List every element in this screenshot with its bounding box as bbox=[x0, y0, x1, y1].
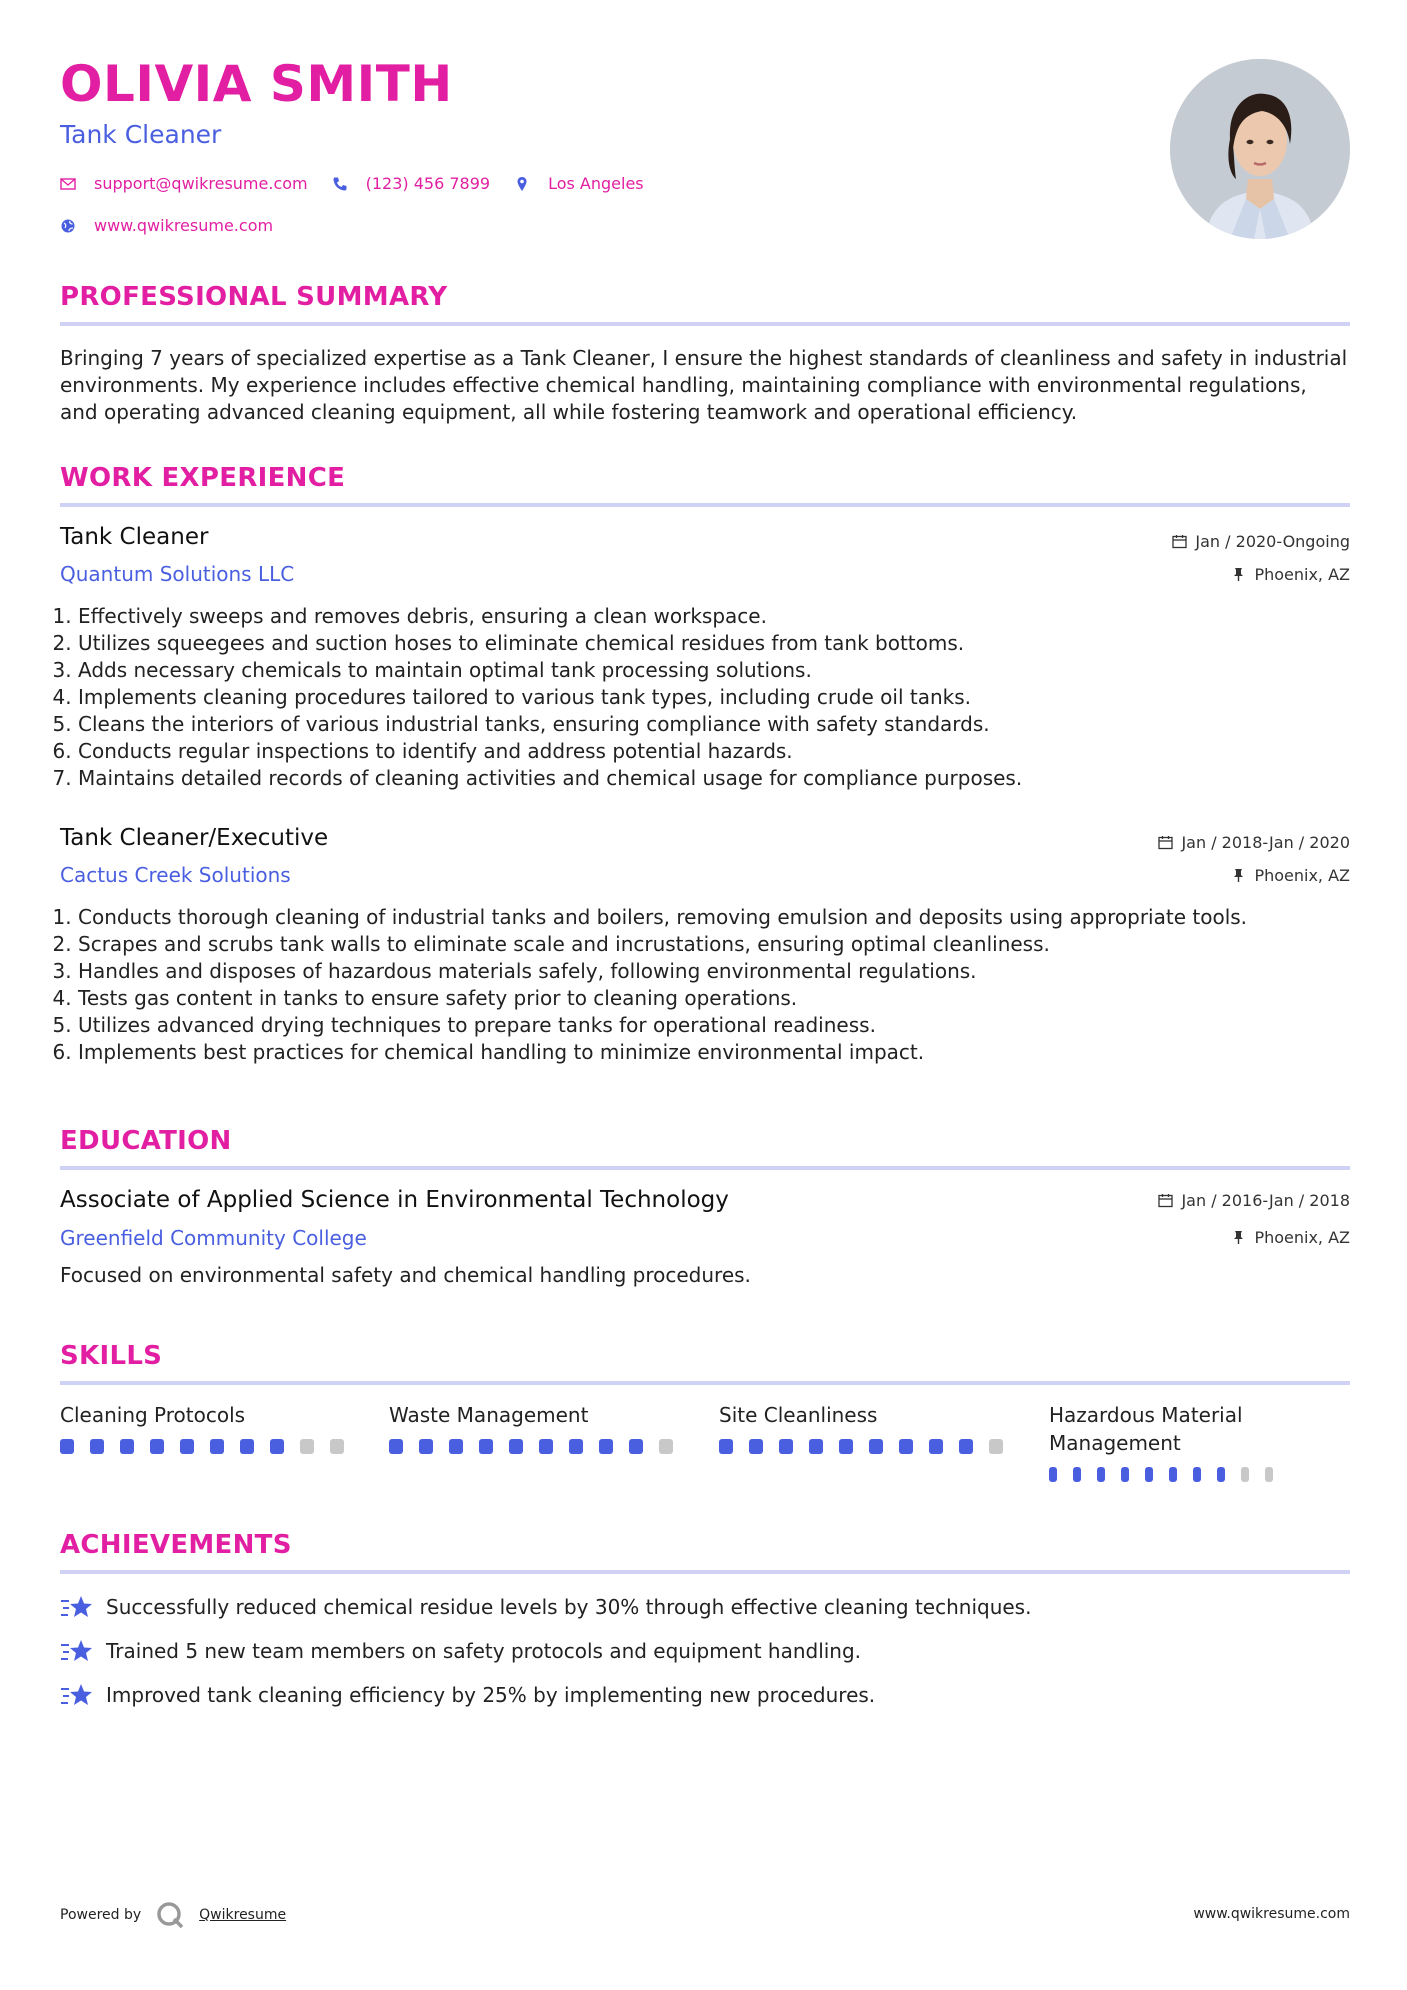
rating-dot-filled bbox=[389, 1439, 403, 1454]
rating-dot-filled bbox=[240, 1439, 254, 1454]
list-item: 4. Tests gas content in tanks to ensure safety prior to cleaning operations. bbox=[78, 985, 1368, 1012]
pushpin-icon bbox=[1231, 868, 1246, 883]
skill-name: Cleaning Protocols bbox=[60, 1403, 246, 1427]
job-1-dates bbox=[1172, 532, 1350, 551]
rating-dot-filled bbox=[180, 1439, 194, 1454]
job-1-company: Quantum Solutions LLC bbox=[60, 562, 295, 586]
skill-4 bbox=[1049, 1401, 1289, 1482]
list-item: 7. Maintains detailed records of cleaning activities and chemical usage for compliance purposes. bbox=[78, 765, 1368, 792]
calendar-icon bbox=[1172, 534, 1187, 549]
list-item: 6. Implements best practices for chemical handling to minimize environmental impact. bbox=[78, 1039, 1368, 1066]
job-2-company: Cactus Creek Solutions bbox=[60, 863, 291, 887]
brand-link[interactable]: Qwikresume bbox=[199, 1907, 287, 1923]
rating-dot-filled bbox=[719, 1439, 733, 1454]
star-icon bbox=[60, 1681, 94, 1709]
location-text: Los Angeles bbox=[548, 174, 644, 193]
rating-dot-filled bbox=[539, 1439, 553, 1454]
summary-divider bbox=[60, 322, 1350, 326]
contact-row-primary bbox=[60, 174, 668, 193]
star-icon bbox=[60, 1593, 94, 1621]
rating-dot-filled bbox=[210, 1439, 224, 1454]
job-2-dates bbox=[1158, 833, 1350, 852]
job-1-location bbox=[1231, 565, 1350, 584]
resume-page bbox=[60, 0, 1350, 1990]
rating-dot-filled bbox=[779, 1439, 793, 1454]
skill-2 bbox=[389, 1401, 689, 1454]
list-item: 1. Effectively sweeps and removes debris, ensuring a clean workspace. bbox=[78, 603, 1368, 630]
email-text: support@qwikresume.com bbox=[94, 174, 308, 193]
education-dates-text: Jan / 2016-Jan / 2018 bbox=[1181, 1191, 1350, 1210]
rating-dot-filled bbox=[569, 1439, 583, 1454]
rating-dot-filled bbox=[449, 1439, 463, 1454]
rating-dot-filled bbox=[120, 1439, 134, 1454]
education-description: Focused on environmental safety and chemical handling procedures. bbox=[60, 1263, 751, 1287]
pushpin-icon bbox=[1231, 567, 1246, 582]
job-1-location-text: Phoenix, AZ bbox=[1254, 565, 1350, 584]
skill-3 bbox=[719, 1401, 1019, 1454]
experience-divider bbox=[60, 503, 1350, 507]
star-icon bbox=[60, 1637, 94, 1665]
list-item: 2. Scrapes and scrubs tank walls to eliminate scale and incrustations, ensuring optimal cleanliness. bbox=[78, 931, 1368, 958]
rating-dot-empty bbox=[1265, 1467, 1273, 1482]
calendar-icon bbox=[1158, 835, 1173, 850]
job-2-location-text: Phoenix, AZ bbox=[1254, 866, 1350, 885]
contact-phone[interactable] bbox=[332, 174, 490, 193]
job-1-responsibilities bbox=[54, 603, 1368, 792]
rating-dot-filled bbox=[599, 1439, 613, 1454]
envelope-icon bbox=[60, 176, 76, 192]
rating-dot-filled bbox=[869, 1439, 883, 1454]
avatar-image bbox=[1170, 59, 1350, 239]
rating-dot-filled bbox=[1073, 1467, 1081, 1482]
list-item: 2. Utilizes squeegees and suction hoses to eliminate chemical residues from tank bottoms. bbox=[78, 630, 1368, 657]
skill-rating bbox=[60, 1439, 360, 1454]
candidate-name: OLIVIA SMITH bbox=[60, 55, 453, 113]
skill-name: Site Cleanliness bbox=[719, 1403, 878, 1427]
list-item: 3. Handles and disposes of hazardous materials safely, following environmental regulations. bbox=[78, 958, 1368, 985]
rating-dot-empty bbox=[330, 1439, 344, 1454]
globe-icon bbox=[60, 218, 76, 234]
skill-name: Hazardous Material Management bbox=[1049, 1403, 1243, 1455]
achievement-text: Improved tank cleaning efficiency by 25% by implementing new procedures. bbox=[106, 1683, 876, 1707]
rating-dot-filled bbox=[1169, 1467, 1177, 1482]
rating-dot-filled bbox=[839, 1439, 853, 1454]
experience-heading: WORK EXPERIENCE bbox=[60, 463, 346, 493]
map-pin-icon bbox=[514, 176, 530, 192]
achievement-item-2 bbox=[60, 1637, 861, 1665]
job-1-role: Tank Cleaner bbox=[60, 524, 209, 550]
rating-dot-filled bbox=[509, 1439, 523, 1454]
achievements-divider bbox=[60, 1570, 1350, 1574]
education-dates bbox=[1158, 1191, 1350, 1210]
rating-dot-filled bbox=[1217, 1467, 1225, 1482]
contact-email[interactable] bbox=[60, 174, 308, 193]
rating-dot-empty bbox=[989, 1439, 1003, 1454]
summary-text: Bringing 7 years of specialized expertise as a Tank Cleaner, I ensure the highest standards of cleanliness and safety in industrial environments. My experience includes effective chemical handling, maintaining compliance with environmental regulations, and operating advanced cleaning equipment, all while fostering teamwork and operational efficiency. bbox=[60, 346, 1348, 424]
rating-dot-filled bbox=[929, 1439, 943, 1454]
phone-icon bbox=[332, 176, 348, 192]
rating-dot-filled bbox=[1097, 1467, 1105, 1482]
skills-divider bbox=[60, 1381, 1350, 1385]
footer-powered-by bbox=[60, 1900, 286, 1930]
rating-dot-filled bbox=[899, 1439, 913, 1454]
rating-dot-empty bbox=[659, 1439, 673, 1454]
education-location bbox=[1231, 1228, 1350, 1247]
education-degree: Associate of Applied Science in Environmental Technology bbox=[60, 1187, 729, 1213]
skill-rating bbox=[1049, 1467, 1289, 1482]
job-2-dates-text: Jan / 2018-Jan / 2020 bbox=[1181, 833, 1350, 852]
skill-rating bbox=[389, 1439, 689, 1454]
list-item: 3. Adds necessary chemicals to maintain optimal tank processing solutions. bbox=[78, 657, 1368, 684]
education-heading: EDUCATION bbox=[60, 1126, 232, 1156]
list-item: 6. Conducts regular inspections to identify and address potential hazards. bbox=[78, 738, 1368, 765]
list-item: 5. Utilizes advanced drying techniques to prepare tanks for operational readiness. bbox=[78, 1012, 1368, 1039]
job-1-dates-text: Jan / 2020-Ongoing bbox=[1195, 532, 1350, 551]
powered-by-label: Powered by bbox=[60, 1907, 142, 1923]
calendar-icon bbox=[1158, 1193, 1173, 1208]
job-2-role: Tank Cleaner/Executive bbox=[60, 825, 329, 851]
job-2-responsibilities bbox=[54, 904, 1368, 1066]
rating-dot-filled bbox=[270, 1439, 284, 1454]
contact-location bbox=[514, 174, 644, 193]
rating-dot-filled bbox=[419, 1439, 433, 1454]
achievement-item-3 bbox=[60, 1681, 875, 1709]
rating-dot-filled bbox=[60, 1439, 74, 1454]
list-item: 1. Conducts thorough cleaning of industrial tanks and boilers, removing emulsion and deposits using appropriate tools. bbox=[78, 904, 1368, 931]
education-location-text: Phoenix, AZ bbox=[1254, 1228, 1350, 1247]
rating-dot-filled bbox=[1049, 1467, 1057, 1482]
achievement-text: Successfully reduced chemical residue levels by 30% through effective cleaning techniques. bbox=[106, 1595, 1032, 1619]
contact-website[interactable] bbox=[60, 216, 273, 235]
job-2-location bbox=[1231, 866, 1350, 885]
achievement-text: Trained 5 new team members on safety protocols and equipment handling. bbox=[106, 1639, 862, 1663]
skill-1 bbox=[60, 1401, 360, 1454]
achievements-heading: ACHIEVEMENTS bbox=[60, 1530, 292, 1560]
qwikresume-logo-icon bbox=[155, 1900, 185, 1930]
rating-dot-filled bbox=[1121, 1467, 1129, 1482]
achievement-item-1 bbox=[60, 1593, 1031, 1621]
contact-row-secondary bbox=[60, 216, 297, 235]
phone-text: (123) 456 7899 bbox=[365, 174, 491, 193]
skills-heading: SKILLS bbox=[60, 1341, 163, 1371]
website-text: www.qwikresume.com bbox=[94, 216, 274, 235]
rating-dot-filled bbox=[959, 1439, 973, 1454]
rating-dot-filled bbox=[749, 1439, 763, 1454]
list-item: 4. Implements cleaning procedures tailored to various tank types, including crude oil tanks. bbox=[78, 684, 1368, 711]
pushpin-icon bbox=[1231, 1230, 1246, 1245]
rating-dot-filled bbox=[479, 1439, 493, 1454]
summary-heading: PROFESSIONAL SUMMARY bbox=[60, 282, 448, 312]
list-item: 5. Cleans the interiors of various industrial tanks, ensuring compliance with safety standards. bbox=[78, 711, 1368, 738]
rating-dot-empty bbox=[1241, 1467, 1249, 1482]
skill-rating bbox=[719, 1439, 1019, 1454]
rating-dot-filled bbox=[1145, 1467, 1153, 1482]
education-school: Greenfield Community College bbox=[60, 1226, 367, 1250]
footer-site-link[interactable]: www.qwikresume.com bbox=[1193, 1906, 1350, 1922]
rating-dot-filled bbox=[90, 1439, 104, 1454]
education-divider bbox=[60, 1166, 1350, 1170]
rating-dot-filled bbox=[150, 1439, 164, 1454]
profile-photo bbox=[1170, 59, 1350, 239]
rating-dot-empty bbox=[300, 1439, 314, 1454]
rating-dot-filled bbox=[809, 1439, 823, 1454]
candidate-title: Tank Cleaner bbox=[60, 120, 222, 149]
rating-dot-filled bbox=[629, 1439, 643, 1454]
skill-name: Waste Management bbox=[389, 1403, 589, 1427]
rating-dot-filled bbox=[1193, 1467, 1201, 1482]
